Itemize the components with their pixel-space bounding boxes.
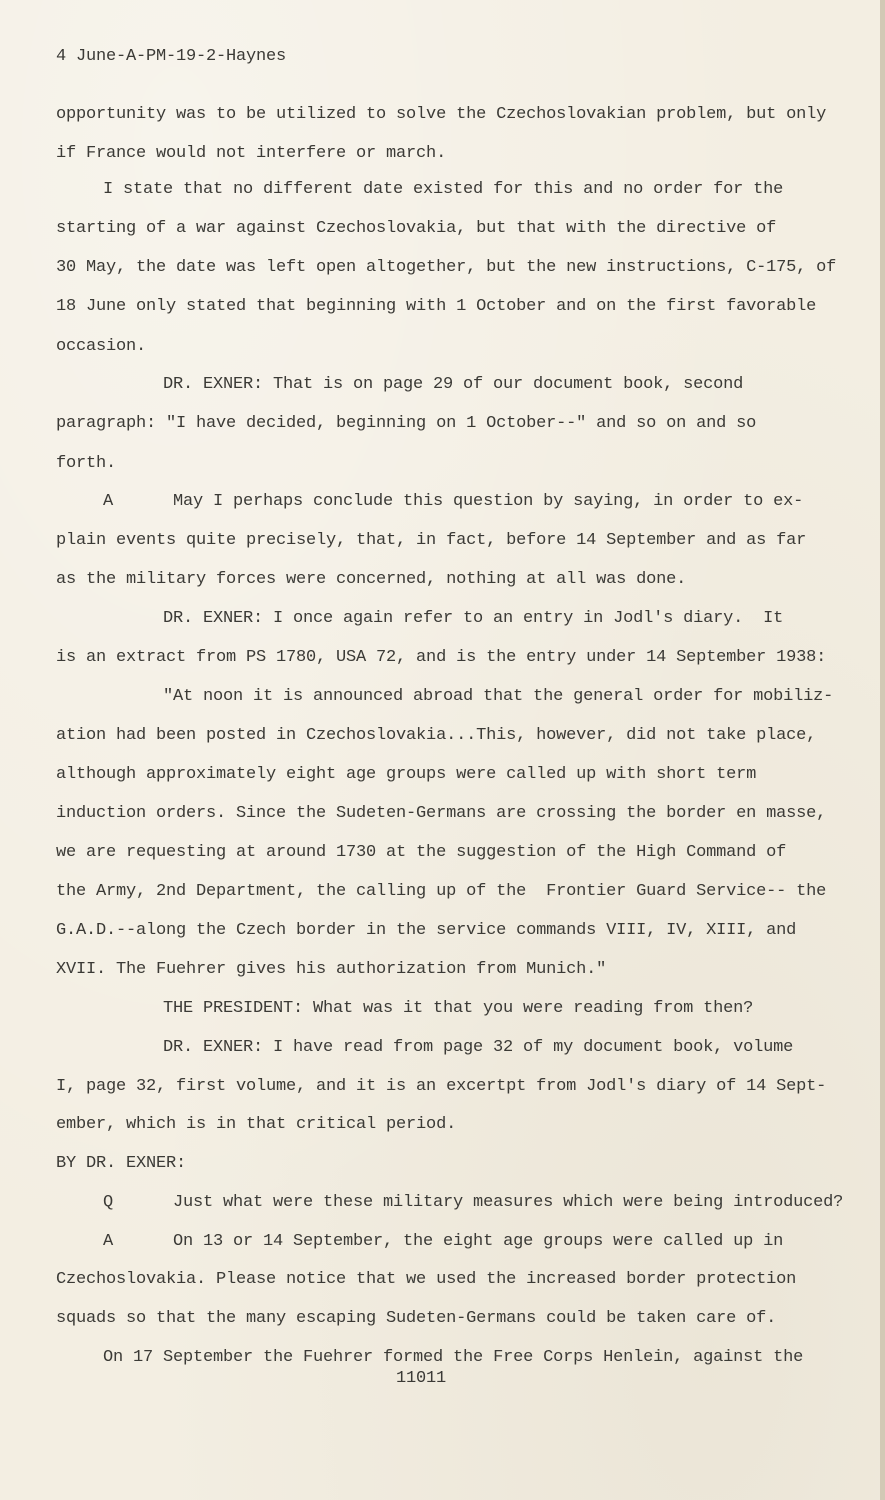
text-line: DR. EXNER: That is on page 29 of our document book, second (163, 375, 744, 394)
text-line: I state that no different date existed for this and no order for the (103, 180, 784, 199)
text-line: Q Just what were these military measures which were being introduced? (103, 1193, 844, 1212)
text-line: is an extract from PS 1780, USA 72, and is the entry under 14 September 1938: (56, 648, 827, 667)
text-line: XVII. The Fuehrer gives his authorization from Munich." (56, 960, 607, 979)
text-line: plain events quite precisely, that, in fact, before 14 September and as far (56, 531, 807, 550)
page-number: 11011 (396, 1369, 447, 1388)
text-line: if France would not interfere or march. (56, 144, 447, 163)
text-line: I, page 32, first volume, and it is an excertpt from Jodl's diary of 14 Sept- (56, 1077, 827, 1096)
text-line: 18 June only stated that beginning with 1 October and on the first favorable (56, 297, 817, 316)
text-line: forth. (56, 454, 117, 473)
text-line: DR. EXNER: I once again refer to an entry in Jodl's diary. It (163, 609, 784, 628)
text-line: DR. EXNER: I have read from page 32 of my document book, volume (163, 1038, 794, 1057)
page-header: 4 June-A-PM-19-2-Haynes (56, 47, 287, 66)
text-line: THE PRESIDENT: What was it that you were reading from then? (163, 999, 754, 1018)
text-line: On 17 September the Fuehrer formed the Free Corps Henlein, against the (103, 1348, 804, 1367)
text-line: as the military forces were concerned, nothing at all was done. (56, 570, 687, 589)
page-edge (880, 0, 885, 1500)
text-line: ation had been posted in Czechoslovakia...This, however, did not take place, (56, 726, 817, 745)
text-line: paragraph: "I have decided, beginning on 1 October--" and so on and so (56, 414, 757, 433)
text-line: A May I perhaps conclude this question by saying, in order to ex- (103, 492, 804, 511)
text-line: starting of a war against Czechoslovakia, but that with the directive of (56, 219, 777, 238)
text-line: squads so that the many escaping Sudeten-Germans could be taken care of. (56, 1309, 777, 1328)
text-line: ember, which is in that critical period. (56, 1115, 457, 1134)
text-line: Czechoslovakia. Please notice that we used the increased border protection (56, 1270, 797, 1289)
text-line: although approximately eight age groups were called up with short term (56, 765, 757, 784)
text-line: the Army, 2nd Department, the calling up of the Frontier Guard Service-- the (56, 882, 827, 901)
text-line: "At noon it is announced abroad that the general order for mobiliz- (163, 687, 834, 706)
text-line: induction orders. Since the Sudeten-Germans are crossing the border en masse, (56, 804, 827, 823)
text-line: BY DR. EXNER: (56, 1154, 187, 1173)
text-line: A On 13 or 14 September, the eight age groups were called up in (103, 1232, 784, 1251)
text-line: G.A.D.--along the Czech border in the service commands VIII, IV, XIII, and (56, 921, 797, 940)
text-line: occasion. (56, 337, 147, 356)
text-line: we are requesting at around 1730 at the suggestion of the High Command of (56, 843, 787, 862)
text-line: 30 May, the date was left open altogether, but the new instructions, C-175, of (56, 258, 837, 277)
text-line: opportunity was to be utilized to solve the Czechoslovakian problem, but only (56, 105, 827, 124)
